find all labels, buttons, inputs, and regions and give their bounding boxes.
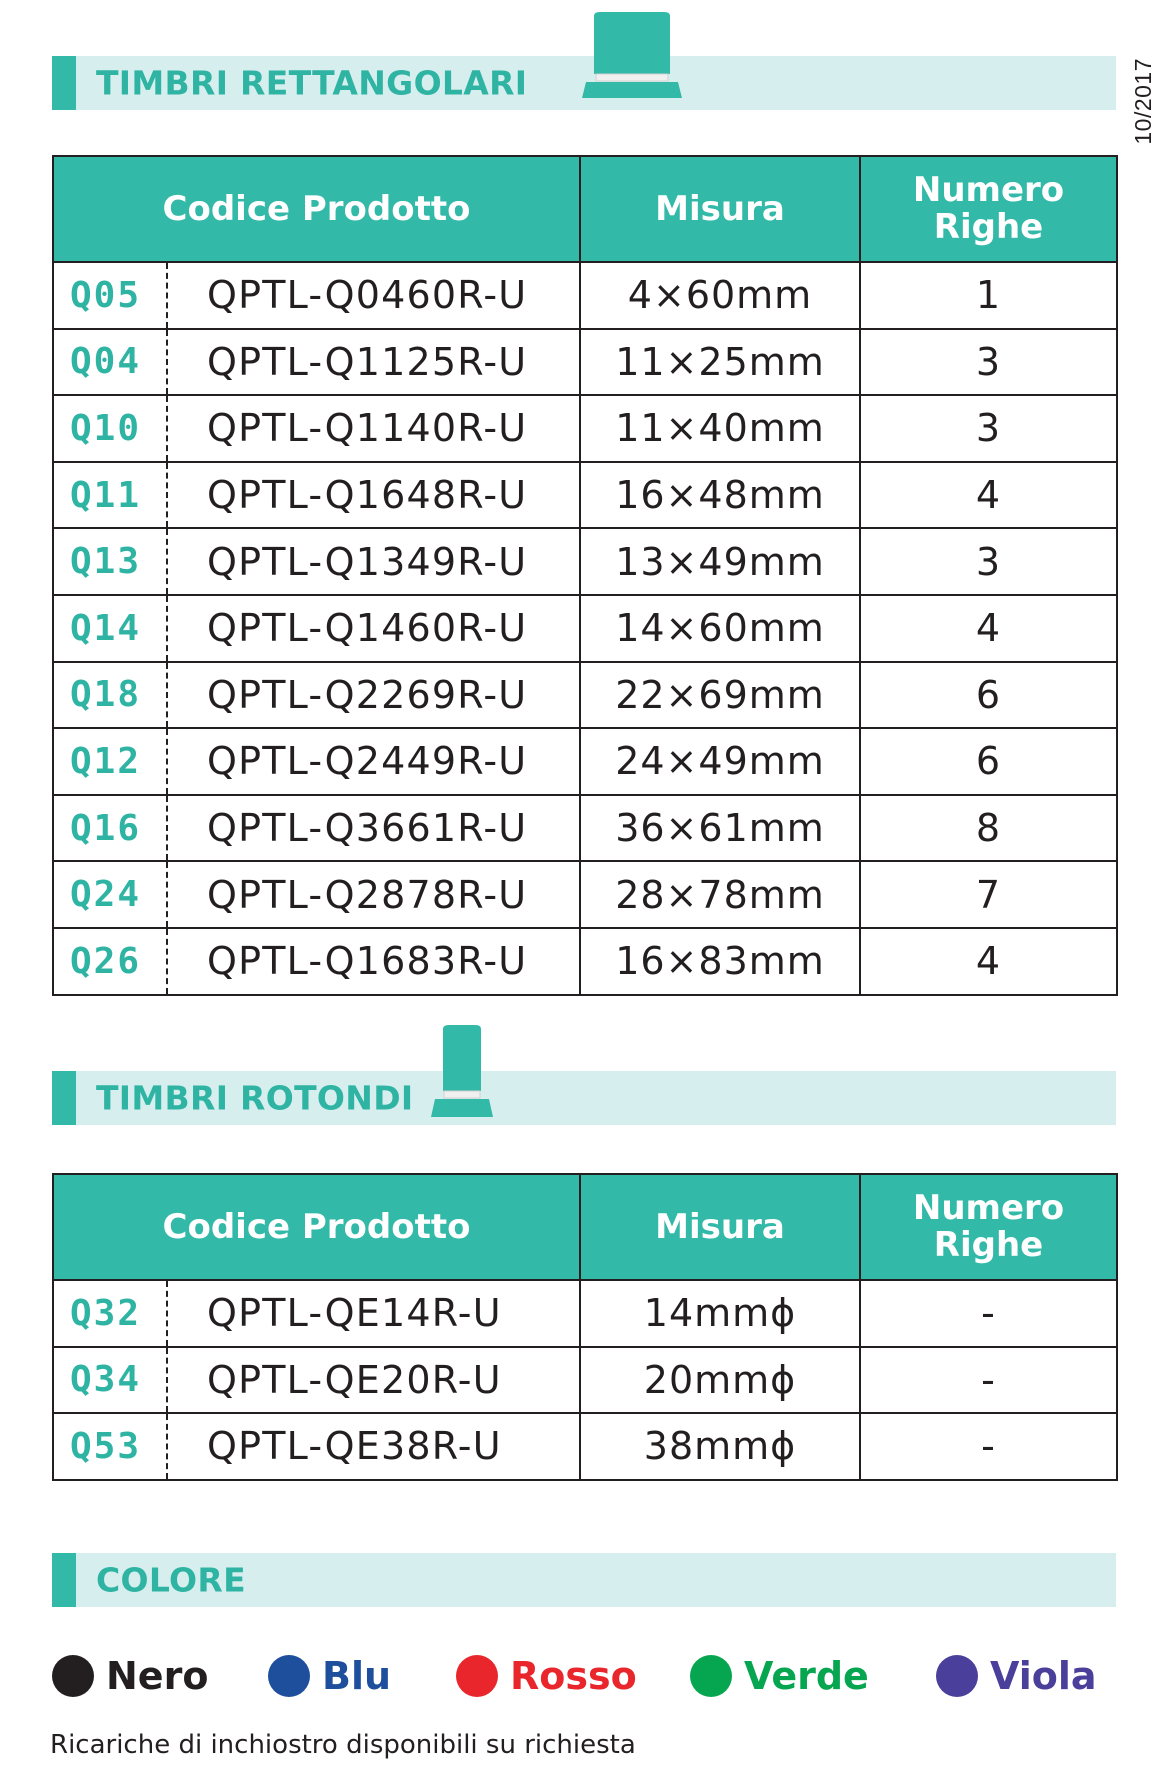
color-dot [268,1655,310,1697]
product-code-cell [53,795,580,862]
product-code: QPTL-Q1125R-U [207,339,528,384]
product-code: QPTL-Q1349R-U [207,539,528,584]
product-code-cell [53,462,580,529]
table-row [53,595,1117,662]
size-cell: 11×25mm [580,329,860,396]
color-label: Nero [106,1654,209,1698]
ink-refill-note: Ricariche di inchiostro disponibili su richiesta [50,1730,636,1760]
product-code-cell [53,1280,580,1347]
short-code: Q53 [54,1414,168,1479]
color-label: Rosso [510,1654,637,1698]
lines-cell: 1 [860,262,1117,329]
color-options [52,1648,1122,1704]
product-code-cell [53,662,580,729]
section-header-colors [52,1553,1116,1607]
size-cell: 11×40mm [580,395,860,462]
header-code: Codice Prodotto [53,156,580,262]
section-accent-bar [52,1553,76,1607]
product-code-cell [53,528,580,595]
product-code: QPTL-Q2449R-U [207,739,528,784]
size-cell: 22×69mm [580,662,860,729]
product-code-cell [53,928,580,995]
rectangular-stamps-table [52,155,1118,996]
table-row [53,329,1117,396]
short-code: Q26 [54,929,168,994]
size-cell: 24×49mm [580,728,860,795]
product-code: QPTL-Q1683R-U [207,939,528,984]
header-lines: Numero Righe [860,1174,1117,1280]
size-cell: 16×48mm [580,462,860,529]
product-code-cell [53,595,580,662]
product-code: QPTL-QE38R-U [207,1424,502,1469]
date-label: 10/2017 [1130,58,1156,145]
product-code-cell [53,1413,580,1480]
product-code: QPTL-QE14R-U [207,1291,502,1336]
lines-cell: - [860,1280,1117,1347]
color-dot [690,1655,732,1697]
size-cell: 16×83mm [580,928,860,995]
lines-cell: 3 [860,395,1117,462]
lines-cell: - [860,1347,1117,1414]
short-code: Q12 [54,729,168,794]
lines-cell: 3 [860,329,1117,396]
header-code: Codice Prodotto [53,1174,580,1280]
table-row [53,462,1117,529]
table-row [53,1347,1117,1414]
color-label: Verde [744,1654,869,1698]
product-code: QPTL-Q0460R-U [207,273,528,318]
lines-cell: 6 [860,662,1117,729]
section-header-round [52,1071,1116,1125]
lines-cell: 4 [860,595,1117,662]
product-code: QPTL-Q3661R-U [207,806,528,851]
size-cell: 13×49mm [580,528,860,595]
short-code: Q32 [54,1281,168,1346]
color-item-blu [268,1648,391,1704]
color-dot [456,1655,498,1697]
product-code: QPTL-Q1460R-U [207,606,528,651]
table-header-row [53,1174,1117,1280]
header-size: Misura [580,1174,860,1280]
table-row [53,795,1117,862]
product-code-cell [53,1347,580,1414]
short-code: Q04 [54,330,168,395]
header-size: Misura [580,156,860,262]
color-dot [52,1655,94,1697]
color-item-verde [690,1648,869,1704]
lines-cell: 6 [860,728,1117,795]
section-accent-bar [52,56,76,110]
short-code: Q24 [54,862,168,927]
table-row [53,928,1117,995]
product-code-cell [53,395,580,462]
size-cell: 4×60mm [580,262,860,329]
product-code: QPTL-Q2269R-U [207,672,528,717]
product-code-cell [53,861,580,928]
table-row [53,728,1117,795]
short-code: Q34 [54,1348,168,1413]
color-dot [936,1655,978,1697]
product-code-cell [53,728,580,795]
product-code: QPTL-Q1140R-U [207,406,528,451]
table-row [53,395,1117,462]
section-accent-bar [52,1071,76,1125]
short-code: Q05 [54,263,168,328]
short-code: Q16 [54,796,168,861]
product-code: QPTL-Q2878R-U [207,872,528,917]
product-code: QPTL-QE20R-U [207,1357,502,1402]
lines-cell: 4 [860,462,1117,529]
short-code: Q10 [54,396,168,461]
table-row [53,262,1117,329]
size-cell: 14×60mm [580,595,860,662]
size-cell: 14mmϕ [580,1280,860,1347]
product-code: QPTL-Q1648R-U [207,473,528,518]
product-code-cell [53,329,580,396]
table-row [53,662,1117,729]
product-code-cell [53,262,580,329]
color-label: Blu [322,1654,392,1698]
short-code: Q14 [54,596,168,661]
section-title: TIMBRI RETTANGOLARI [96,63,528,103]
section-title: COLORE [96,1560,246,1600]
size-cell: 38mmϕ [580,1413,860,1480]
size-cell: 20mmϕ [580,1347,860,1414]
rectangular-stamp-icon [582,12,682,102]
size-cell: 36×61mm [580,795,860,862]
short-code: Q11 [54,463,168,528]
color-label: Viola [990,1654,1097,1698]
table-row [53,1413,1117,1480]
color-item-nero [52,1648,208,1704]
table-header-row [53,156,1117,262]
section-title: TIMBRI ROTONDI [96,1078,414,1118]
short-code: Q13 [54,529,168,594]
lines-cell: 8 [860,795,1117,862]
lines-cell: 3 [860,528,1117,595]
table-row [53,1280,1117,1347]
header-lines: Numero Righe [860,156,1117,262]
color-item-viola [936,1648,1097,1704]
table-row [53,528,1117,595]
color-item-rosso [456,1648,637,1704]
lines-cell: 4 [860,928,1117,995]
round-stamp-icon [431,1025,493,1121]
lines-cell: - [860,1413,1117,1480]
round-stamps-table [52,1173,1118,1481]
size-cell: 28×78mm [580,861,860,928]
short-code: Q18 [54,663,168,728]
lines-cell: 7 [860,861,1117,928]
table-row [53,861,1117,928]
